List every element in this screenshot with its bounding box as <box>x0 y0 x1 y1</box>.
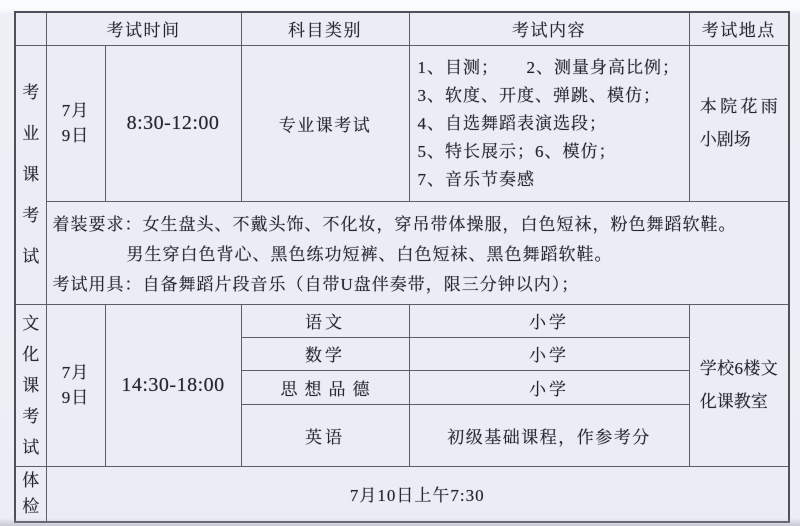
table-header-row <box>15 12 789 45</box>
subject-english: 英语 <box>241 404 409 466</box>
professional-location: 本院花雨小剧场 <box>699 97 778 149</box>
exam-schedule-table <box>14 11 790 523</box>
header-subject-category: 科目类别 <box>241 12 409 45</box>
professional-content-cell <box>409 45 689 201</box>
professional-section-label-cell <box>15 45 46 304</box>
level-morality: 小学 <box>409 370 689 404</box>
culture-time: 14:30-18:00 <box>105 304 241 466</box>
professional-date-cell <box>46 45 105 201</box>
requirements-cell <box>46 201 789 304</box>
culture-date-day: 9日 <box>61 388 90 407</box>
header-exam-location: 考试地点 <box>689 12 789 45</box>
culture-row-chinese <box>15 304 789 337</box>
header-exam-time: 考试时间 <box>46 12 241 45</box>
content-line-4: 5、特长展示；6、模仿； <box>417 142 617 161</box>
culture-section-label-cell <box>15 304 46 466</box>
content-line-2: 3、软度、开度、弹跳、模仿； <box>417 86 661 105</box>
culture-section-label: 文化课考试 <box>22 313 40 457</box>
content-line-3: 4、自选舞蹈表演选段； <box>417 114 607 133</box>
physical-section-label: 体检 <box>22 470 40 516</box>
physical-section-label-cell <box>15 466 46 522</box>
culture-location-cell <box>689 304 789 466</box>
culture-date-cell <box>46 304 105 466</box>
dress-requirement-line-2: 男生穿白色背心、黑色练功短裤、白色短袜、黑色舞蹈软鞋。 <box>126 244 613 264</box>
professional-section-label: 考业课考试 <box>22 83 40 266</box>
professional-date-month: 7月 <box>61 101 90 120</box>
level-math: 小学 <box>409 337 689 370</box>
subject-morality: 思想品德 <box>241 370 409 404</box>
header-empty-cell <box>15 12 46 45</box>
culture-location: 学校6楼文化课教室 <box>699 359 778 411</box>
physical-exam-row <box>15 466 789 522</box>
physical-exam-time: 7月10日上午7:30 <box>46 466 789 522</box>
culture-date-month: 7月 <box>61 363 90 382</box>
professional-time: 8:30-12:00 <box>105 45 241 201</box>
subject-chinese: 语文 <box>241 304 409 337</box>
professional-course-row <box>15 45 789 201</box>
requirements-row <box>15 201 789 304</box>
professional-date-day: 9日 <box>61 126 90 145</box>
level-english: 初级基础课程，作参考分 <box>409 404 689 466</box>
header-exam-content: 考试内容 <box>409 12 689 45</box>
level-chinese: 小学 <box>409 304 689 337</box>
scan-bottom-shadow <box>0 518 800 526</box>
content-line-5: 7、音乐节奏感 <box>417 170 535 189</box>
exam-tools-line: 考试用具：自备舞蹈片段音乐（自带U盘伴奏带，限三分钟以内）； <box>52 274 580 294</box>
subject-math: 数学 <box>241 337 409 370</box>
professional-location-cell <box>689 45 789 201</box>
content-line-1: 1、目测； 2、测量身高比例； <box>417 58 680 77</box>
dress-requirement-line-1: 着装要求：女生盘头、不戴头饰、不化妆，穿吊带体操服，白色短袜，粉色舞蹈软鞋。 <box>52 214 737 234</box>
professional-subject: 专业课考试 <box>241 45 409 201</box>
